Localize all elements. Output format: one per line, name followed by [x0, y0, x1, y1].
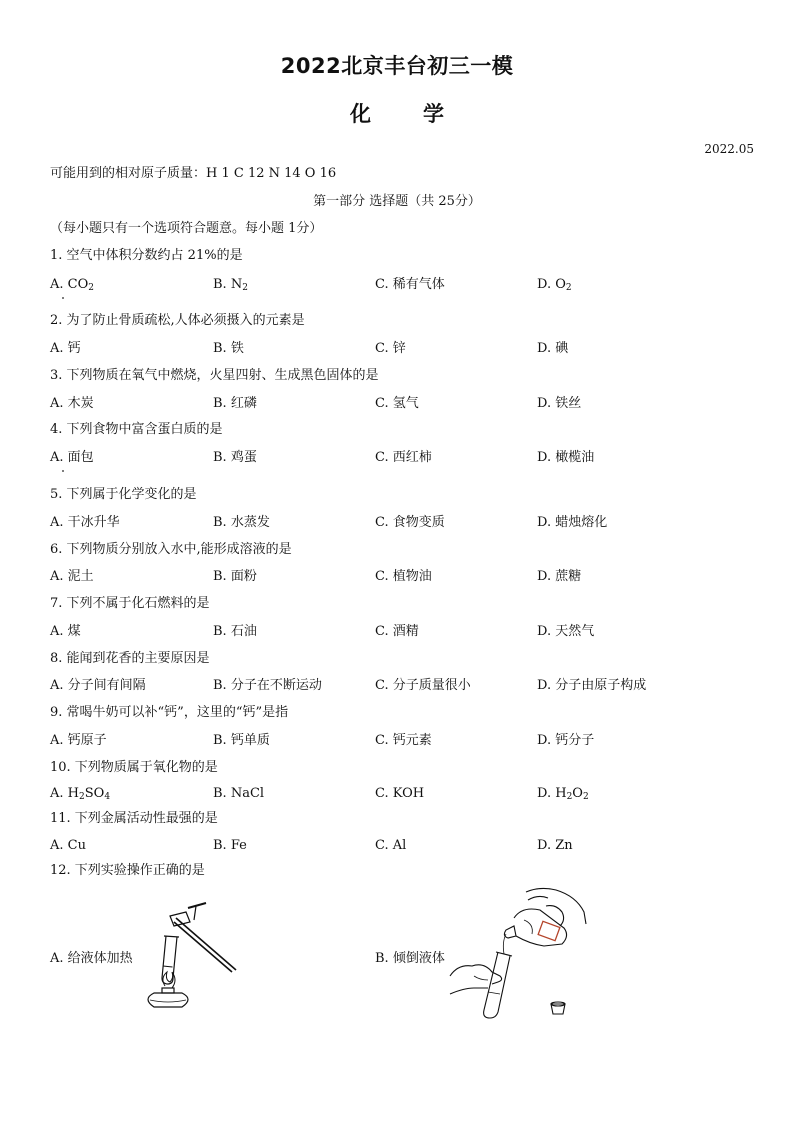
stray-mark [62, 297, 64, 299]
option-a: A. 钙 [50, 341, 81, 356]
option-d: D. $O_2$ [537, 277, 572, 293]
option-b: B. 鸡蛋 [213, 450, 257, 465]
option-d: D. Zn [537, 838, 573, 853]
question-stem: 7. 下列不属于化石燃料的是 [50, 596, 210, 611]
option-d: D. 蜡烛熔化 [537, 515, 608, 530]
stray-mark [62, 470, 64, 472]
option-c: C. 钙元素 [375, 733, 432, 748]
option-c: C. 稀有气体 [375, 277, 445, 292]
option-a: A. 干冰升华 [50, 515, 120, 530]
exam-title: 2022北京丰台初三一模 [280, 54, 514, 78]
option-c: C. 西红柿 [375, 450, 432, 465]
instructions: （每小题只有一个选项符合题意。每小题 1分） [50, 221, 323, 236]
question-stem: 5. 下列属于化学变化的是 [50, 487, 197, 502]
option-b: B. 红磷 [213, 396, 257, 411]
option-d: D. 蔗糖 [537, 569, 582, 584]
atomic-mass-line: 可能用到的相对原子质量：H 1 C 12 N 14 O 16 [50, 166, 337, 181]
subject-char-1: 化 [350, 102, 371, 126]
option-c: C. 酒精 [375, 624, 419, 639]
option-c: C. 锌 [375, 341, 406, 356]
option-a: A. $H_2SO_4$ [50, 786, 111, 802]
subject-char-2: 学 [423, 102, 444, 126]
option-a: A. 分子间有间隔 [50, 678, 146, 693]
option-a: A. 木炭 [50, 396, 94, 411]
option-d: D. 天然气 [537, 624, 595, 639]
option-d: D. 分子由原子构成 [537, 678, 647, 693]
option-c: C. 氢气 [375, 396, 419, 411]
question-stem: 9. 常喝牛奶可以补“钙”，这里的“钙”是指 [50, 705, 289, 720]
option-a: A. 钙原子 [50, 733, 107, 748]
question-stem: 11. 下列金属活动性最强的是 [50, 811, 218, 826]
option-c: C. 分子质量很小 [375, 678, 471, 693]
question-stem: 3. 下列物质在氧气中燃烧，火星四射、生成黑色固体的是 [50, 368, 379, 383]
option-b: B. NaCl [213, 786, 265, 801]
part-title: 第一部分 选择题（共 25分） [313, 194, 481, 209]
question-stem: 6. 下列物质分别放入水中,能形成溶液的是 [50, 542, 292, 557]
option-b: B. $N_2$ [213, 277, 248, 293]
option-b: B. 钙单质 [213, 733, 270, 748]
question-stem: 8. 能闻到花香的主要原因是 [50, 651, 210, 666]
option-a: A. 煤 [50, 624, 81, 639]
exam-date: 2022.05 [704, 142, 754, 156]
option-b: B. 倾倒液体 [375, 951, 445, 966]
option-c: C. 食物变质 [375, 515, 445, 530]
option-b: B. 分子在不断运动 [213, 678, 322, 693]
option-b: B. 铁 [213, 341, 244, 356]
option-b: B. Fe [213, 838, 247, 853]
subject-title [0, 98, 794, 128]
option-d: D. 钙分子 [537, 733, 595, 748]
question-stem: 12. 下列实验操作正确的是 [50, 863, 205, 878]
question-stem: 1. 空气中体积分数约占 21%的是 [50, 248, 243, 263]
option-b: B. 水蒸发 [213, 515, 270, 530]
pouring-liquid-figure [448, 884, 590, 1024]
option-d: D. $H_2O_2$ [537, 786, 589, 802]
question-stem: 2. 为了防止骨质疏松,人体必须摄入的元素是 [50, 313, 305, 328]
option-c: C. KOH [375, 786, 425, 801]
option-a: A. $CO_2$ [50, 277, 94, 293]
question-stem: 10. 下列物质属于氧化物的是 [50, 760, 218, 775]
question-stem: 4. 下列食物中富含蛋白质的是 [50, 422, 223, 437]
option-a: A. Cu [50, 838, 86, 853]
option-b: B. 石油 [213, 624, 257, 639]
option-d: D. 橄榄油 [537, 450, 595, 465]
option-a: A. 给液体加热 [50, 951, 133, 966]
option-b: B. 面粉 [213, 569, 257, 584]
option-a: A. 泥土 [50, 569, 94, 584]
option-a: A. 面包 [50, 450, 94, 465]
option-c: C. 植物油 [375, 569, 432, 584]
heating-liquid-figure [132, 900, 242, 1008]
option-d: D. 碘 [537, 341, 569, 356]
option-c: C. Al [375, 838, 407, 853]
option-d: D. 铁丝 [537, 396, 582, 411]
